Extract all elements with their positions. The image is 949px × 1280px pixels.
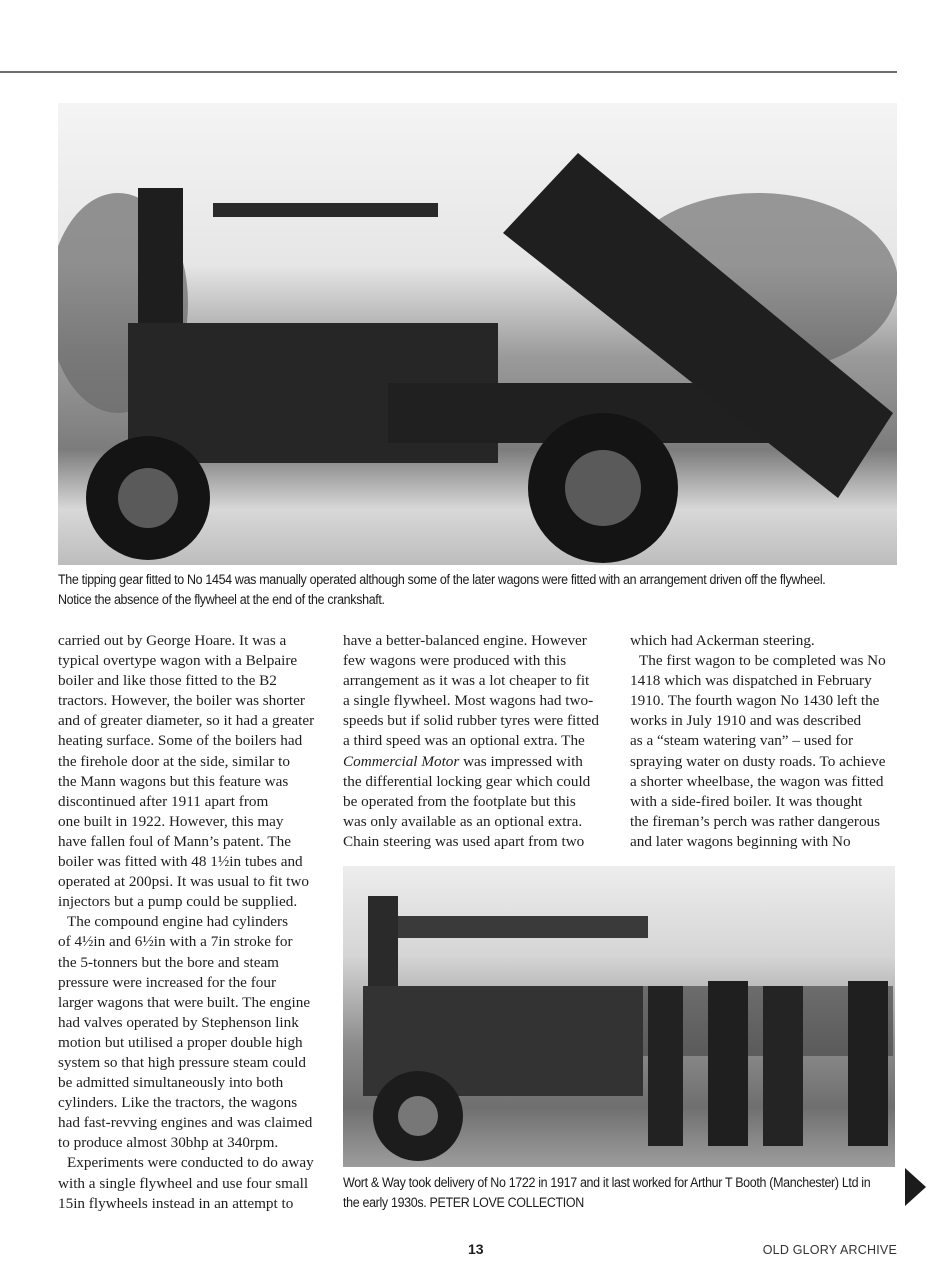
photo1-caption <box>58 570 904 610</box>
steam-wagon-crew-illustration <box>343 866 895 1167</box>
text-line: arrangement as it was a lot cheaper to fit <box>343 672 590 690</box>
text-line: system so that high pressure steam could <box>58 1053 307 1071</box>
text-line: with a single flywheel and use four small <box>58 1174 309 1192</box>
text-line: the firehole door at the side, similar to <box>58 752 290 770</box>
text-line: the 5-tonners but the bore and steam <box>58 953 279 971</box>
text-line: pressure were increased for the four <box>58 973 277 991</box>
text-fragment: was impressed with <box>459 752 583 770</box>
text-line: the Mann wagons but this feature was <box>58 772 289 790</box>
text-line: cylinders. Like the tractors, the wagons <box>58 1094 298 1112</box>
text-line: speeds but if solid rubber tyres were fitted <box>343 712 600 730</box>
text-line: motion but utilised a proper double high <box>58 1033 303 1051</box>
text-line: tractors. However, the boiler was shorter <box>58 692 305 710</box>
publication-title: Commercial Motor <box>343 752 460 770</box>
text-line: the differential locking gear which could <box>343 772 591 790</box>
text-line: heating surface. Some of the boilers had <box>58 732 303 750</box>
text-line: the fireman’s perch was rather dangerous <box>630 812 881 830</box>
paragraph-start-line: The compound engine had cylinders <box>67 913 288 931</box>
text-line: larger wagons that were built. The engine <box>58 993 311 1011</box>
photo2-caption <box>343 1173 892 1213</box>
text-line: typical overtype wagon with a Belpaire <box>58 652 298 670</box>
text-line: operated at 200psi. It was usual to fit two <box>58 873 309 891</box>
caption-line: the early 1930s. PETER LOVE COLLECTION <box>343 1195 584 1210</box>
caption-line: Notice the absence of the flywheel at the end of the crankshaft. <box>58 592 385 607</box>
text-line: injectors but a pump could be supplied. <box>58 893 298 911</box>
article-column-2 <box>343 631 608 852</box>
paragraph-start-line: The first wagon to be completed was No <box>639 652 886 670</box>
article-column-1 <box>58 631 328 1214</box>
text-line: of 4½in and 6½in with a 7in stroke for <box>58 933 293 951</box>
text-line <box>343 752 608 772</box>
text-line: have fallen foul of Mann’s patent. The <box>58 832 291 850</box>
text-line: had valves operated by Stephenson link <box>58 1013 299 1031</box>
steam-wagon-tipping-photo <box>58 103 897 565</box>
paragraph-start-line: Experiments were conducted to do away <box>67 1154 314 1172</box>
text-line: with a side-fired boiler. It was thought <box>630 792 863 810</box>
text-line: had fast-revving engines and was claimed <box>58 1114 313 1132</box>
text-line: and of greater diameter, so it had a greater <box>58 712 315 730</box>
text-line: to produce almost 30bhp at 340rpm. <box>58 1134 279 1152</box>
text-line: and later wagons beginning with No <box>630 832 851 850</box>
page-number: 13 <box>468 1241 484 1257</box>
article-column-3 <box>630 631 900 852</box>
text-line: a shorter wheelbase, the wagon was fitted <box>630 772 884 790</box>
text-line: be operated from the footplate but this <box>343 792 576 810</box>
text-line: which had Ackerman steering. <box>630 632 815 649</box>
text-line: few wagons were produced with this <box>343 652 567 670</box>
text-line: was only available as an optional extra. <box>343 812 583 830</box>
text-line: 1418 which was dispatched in February <box>630 672 872 690</box>
text-line: 15in flywheels instead in an attempt to <box>58 1194 294 1212</box>
text-line: boiler and like those fitted to the B2 <box>58 672 277 690</box>
text-line: discontinued after 1911 apart from <box>58 792 269 810</box>
caption-line: The tipping gear fitted to No 1454 was manually operated although some of the later wagons were fitted with an arrangement driven off the flywheel. <box>58 572 826 587</box>
text-line: Chain steering was used apart from two <box>343 832 585 850</box>
text-line: carried out by George Hoare. It was a <box>58 632 287 649</box>
text-line: boiler was fitted with 48 1½in tubes and <box>58 853 303 871</box>
text-line: be admitted simultaneously into both <box>58 1074 284 1092</box>
text-line: a third speed was an optional extra. The <box>343 732 585 750</box>
text-line: 1910. The fourth wagon No 1430 left the <box>630 692 880 710</box>
text-line: a single flywheel. Most wagons had two- <box>343 692 594 710</box>
next-page-arrow-icon[interactable] <box>905 1168 926 1206</box>
caption-line: Wort & Way took delivery of No 1722 in 1917 and it last worked for Arthur T Booth (Manchester) Ltd in <box>343 1175 871 1190</box>
text-line: as a “steam watering van” – used for <box>630 732 854 750</box>
text-line: spraying water on dusty roads. To achieve <box>630 752 886 770</box>
text-line: works in July 1910 and was described <box>630 712 862 730</box>
steam-wagon-illustration <box>58 103 897 565</box>
wort-and-way-wagon-photo <box>343 866 895 1167</box>
text-line: have a better-balanced engine. However <box>343 632 587 649</box>
header-rule <box>0 71 897 73</box>
text-line: one built in 1922. However, this may <box>58 812 284 830</box>
publication-name: OLD GLORY ARCHIVE <box>762 1243 897 1257</box>
